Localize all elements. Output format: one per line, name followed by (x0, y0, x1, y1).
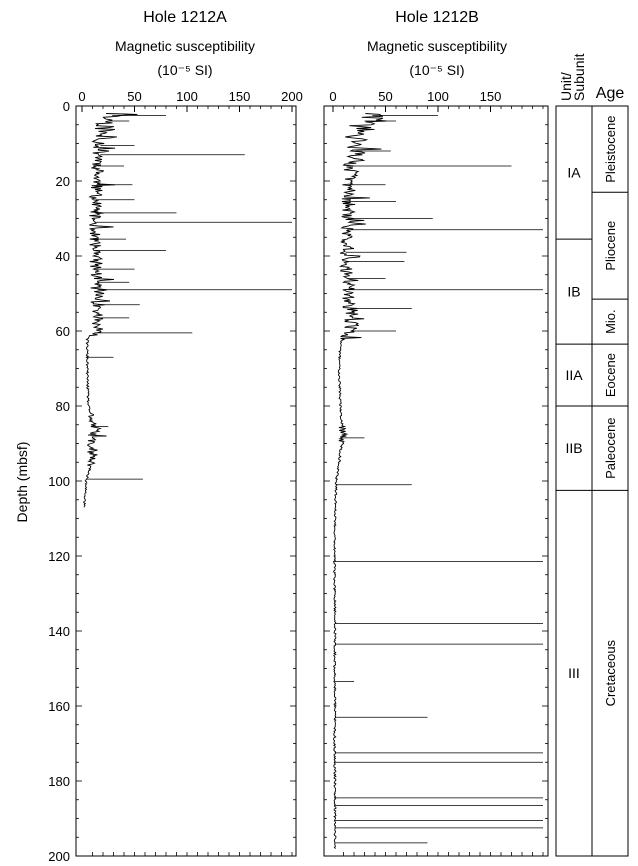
age-header: Age (595, 85, 625, 102)
y-tick-label: 100 (48, 474, 70, 489)
y-tick-label: 80 (55, 399, 70, 414)
x-tick-label: 100 (176, 89, 198, 104)
age-label: Paleocene (603, 417, 618, 479)
y-tick-label: 200 (48, 849, 70, 864)
hole-1212a-xunits: (10⁻⁵ SI) (157, 62, 213, 78)
depth-axis-label: Depth (mbsf) (14, 441, 30, 523)
unit-label: IIA (565, 367, 583, 384)
y-tick-label: 140 (48, 624, 70, 639)
hole-1212a-xlabel: Magnetic susceptibility (114, 38, 256, 54)
y-tick-label: 20 (55, 174, 70, 189)
x-tick-label: 200 (281, 89, 303, 104)
hole-1212b-xlabel: Magnetic susceptibility (366, 38, 508, 54)
x-tick-label: 0 (329, 89, 337, 104)
unit-column (556, 106, 592, 856)
age-label: Cretaceous (603, 639, 618, 707)
unit-label: IB (567, 283, 581, 300)
susceptibility-trace (84, 114, 138, 508)
age-label: Eocene (603, 353, 618, 398)
unit-label: IA (567, 164, 581, 181)
x-tick-label: 0 (78, 89, 86, 104)
hole-1212b-title: Hole 1212B (395, 9, 479, 26)
unit-label: IIB (565, 440, 583, 457)
y-tick-label: 180 (48, 774, 70, 789)
hole-1212a-frame (76, 106, 296, 856)
age-column (592, 106, 628, 856)
unit-label: III (568, 665, 580, 682)
y-tick-label: 0 (62, 99, 70, 114)
x-tick-label: 100 (427, 89, 449, 104)
x-tick-label: 50 (378, 89, 393, 104)
hole-1212b-trace (334, 114, 544, 849)
y-tick-label: 40 (55, 249, 70, 264)
age-label: Pliocene (603, 220, 618, 271)
hole-1212a-title: Hole 1212A (143, 9, 227, 26)
y-tick-label: 120 (48, 549, 70, 564)
x-tick-label: 150 (479, 89, 502, 104)
hole-1212b-xunits: (10⁻⁵ SI) (409, 62, 465, 78)
y-tick-label: 160 (48, 699, 70, 714)
unit-header-line1: Unit/ (558, 72, 574, 101)
age-label: Pleistocene (603, 115, 618, 183)
hole-1212a-trace (84, 114, 292, 508)
x-tick-label: 150 (228, 89, 251, 104)
x-tick-label: 50 (127, 89, 142, 104)
unit-header-line2: Subunit (571, 53, 587, 101)
age-label: Mio. (603, 309, 618, 334)
hole-1212b-ticks (324, 89, 548, 856)
y-tick-label: 60 (55, 324, 70, 339)
susceptibility-trace (334, 114, 387, 849)
